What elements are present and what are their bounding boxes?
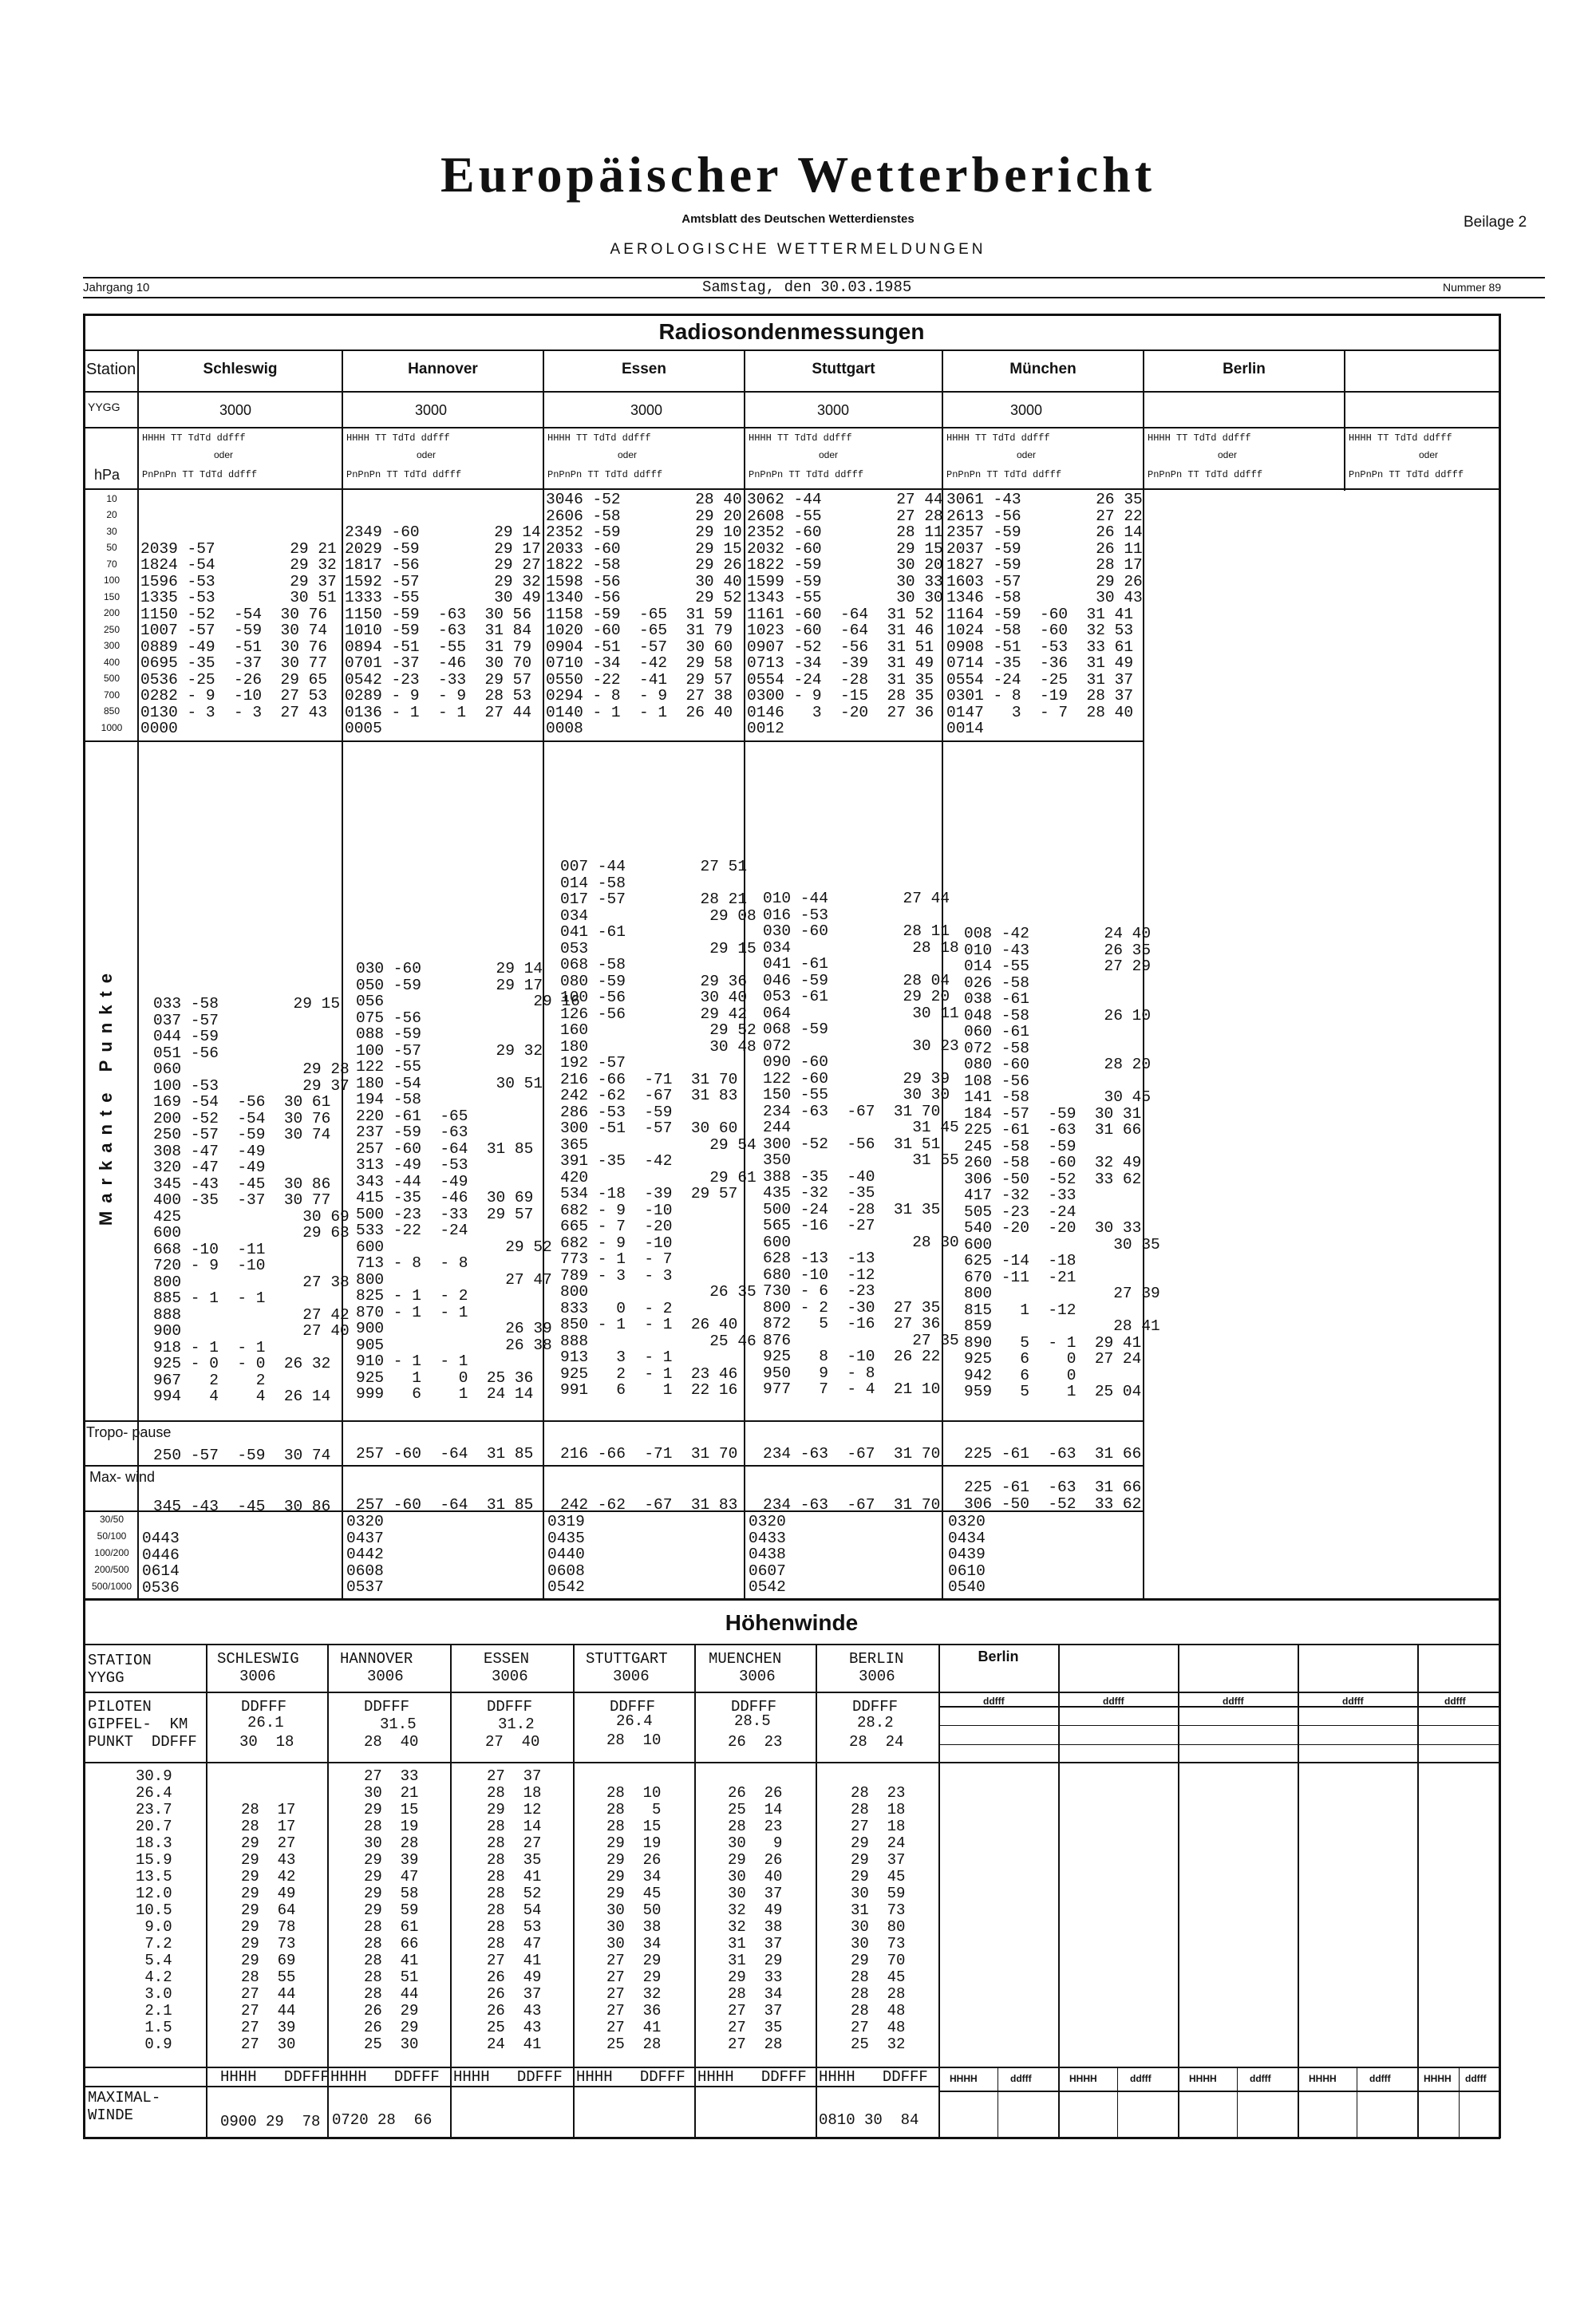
hw-gipfel-wind: 26 23 xyxy=(728,1733,783,1751)
hw-station-schleswig: SCHLESWIG xyxy=(217,1650,299,1668)
hw-yygg-hannover: 3006 xyxy=(367,1668,404,1685)
hw-gipfel: 26.1 xyxy=(247,1714,284,1731)
colhead-2-extra: PnPnPn TT TdTd ddfff xyxy=(1349,469,1464,480)
hw-max-ddfff: ddfff xyxy=(1130,2073,1152,2084)
hw-max-head: HHHH DDFFF xyxy=(819,2068,928,2086)
level: 400 xyxy=(103,657,120,668)
hw-gipfel-wind: 27 40 xyxy=(485,1733,540,1751)
hw-station-stuttgart: STUTTGART xyxy=(586,1650,668,1668)
colhead-oder-extra: oder xyxy=(1419,449,1439,460)
markante-punkte-label: Markante Punkte xyxy=(96,965,116,1226)
mark-muenchen: 008 -42 24 40 010 -43 26 35 014 -55 27 29 026 -58 038 -61 048 -58 26 10 060 -61 072 -58 080 -60 28 20 108 -56 141 -58 30 45 184 -57 -59 30 31 225 -61 -63 31 66 245 -58 -59 260 -58 -60 32 49 306 -50 -52 33 62 417 -32 -33 505 -23 -24 540 -20 -20 30 33 600 30 35 625 -14 -18 670 -11 -21 800 27 39 815 1 -12 859 28 41 890 5 - 1 29 41 925 6 0 27 24 942 6 0 959 5 1 25 04 xyxy=(964,925,1160,1400)
colhead-oder-stuttgart: oder xyxy=(819,449,839,460)
shear-label: 30/50 xyxy=(99,1514,124,1525)
yygg-label: YYGG xyxy=(88,401,120,413)
hw-max-head: HHHH DDFFF xyxy=(220,2068,330,2086)
hw-max-head: HHHH DDFFF xyxy=(453,2068,563,2086)
level: 100 xyxy=(103,575,120,586)
hw-yygg-stuttgart: 3006 xyxy=(613,1668,650,1685)
hw-empty-head: ddfff xyxy=(983,1696,1005,1707)
colhead-oder-berlin: oder xyxy=(1218,449,1238,460)
level: 250 xyxy=(103,624,120,635)
hw-gipfel: 26.4 xyxy=(616,1712,653,1730)
std-stuttgart: 3062 -44 27 44 2608 -55 27 28 2352 -60 28 11 2032 -60 29 15 1822 -59 30 20 1599 -59 30 33 1343 -55 30 30 1161 -60 -64 31 52 1023 -60 -64 31 46 0907 -52 -56 31 51 0713 -34 -39 31 49 0554 -24 -28 31 35 0300 - 9 -15 28 35 0146 3 -20 27 36 0012 xyxy=(747,491,943,737)
shear-muenchen: 0320 0434 0439 0610 0540 xyxy=(948,1513,986,1596)
hw-max-schleswig: 0900 29 78 xyxy=(220,2113,321,2130)
hw-berlin: 28 23 28 18 27 18 29 24 29 37 29 45 30 59 31 73 30 80 30 73 29 70 28 45 28 28 28 48 27 48 25 32 xyxy=(851,1784,906,2053)
hw-max-ddfff: ddfff xyxy=(1250,2073,1271,2084)
colhead-1-berlin: HHHH TT TdTd ddfff xyxy=(1148,432,1251,444)
tropopause-label: Tropo- pause xyxy=(86,1424,172,1440)
mark-schleswig: 033 -58 29 15 037 -57 044 -59 051 -56 060 29 28 100 -53 29 37 169 -54 -56 30 61 200 -52 -54 30 76 250 -57 -59 30 74 308 -47 -49 320 -47 -49 345 -43 -45 30 86 400 -35 -37 30 77 425 30 69 600 29 63 668 -10 -11 720 - 9 -10 800 27 38 885 - 1 - 1 888 27 42 900 27 40 918 - 1 - 1 925 - 0 - 0 26 32 967 2 2 994 4 4 26 14 xyxy=(153,995,350,1405)
maxwind-label: Max- wind xyxy=(89,1469,156,1485)
colhead-1-hannover: HHHH TT TdTd ddfff xyxy=(346,432,450,444)
hw-station-berlin: BERLIN xyxy=(849,1650,904,1668)
hw-levels: 30.9 26.4 23.7 20.7 18.3 15.9 13.5 12.0 10.5 9.0 7.2 5.4 4.2 3.0 2.1 1.5 0.9 xyxy=(136,1767,172,2053)
yygg-stuttgart: 3000 xyxy=(817,402,850,418)
yygg-schleswig: 3000 xyxy=(219,402,252,418)
colhead-oder-essen: oder xyxy=(618,449,638,460)
maxwind-schleswig: 345 -43 -45 30 86 xyxy=(153,1498,331,1515)
hw-max-hhhh: HHHH xyxy=(1309,2073,1337,2084)
yygg-essen: 3000 xyxy=(630,402,663,418)
shear-schleswig: 0443 0446 0614 0536 xyxy=(142,1530,180,1597)
tropo-stuttgart: 234 -63 -67 31 70 xyxy=(763,1445,941,1463)
hw-max-hhhh: HHHH xyxy=(1189,2073,1217,2084)
hw-yygg-label: YYGG xyxy=(88,1669,124,1687)
level: 300 xyxy=(103,640,120,651)
station-hannover: Hannover xyxy=(408,361,478,377)
hw-max-hhhh: HHHH xyxy=(950,2073,978,2084)
maxwind-muenchen: 225 -61 -63 31 66 306 -50 -52 33 62 xyxy=(964,1479,1142,1513)
level: 10 xyxy=(106,493,117,504)
yygg-hannover: 3000 xyxy=(415,402,448,418)
issue-number: Nummer 89 xyxy=(1443,281,1502,294)
colhead-2-stuttgart: PnPnPn TT TdTd ddfff xyxy=(749,469,864,480)
hw-gipfel: 28.2 xyxy=(857,1714,894,1731)
hw-muenchen: 26 26 25 14 28 23 30 9 29 26 30 40 30 37 32 49 32 38 31 37 31 29 29 33 28 34 27 37 27 35 27 28 xyxy=(728,1784,783,2053)
hw-max-head: HHHH DDFFF xyxy=(697,2068,807,2086)
issue-date: Samstag, den 30.03.1985 xyxy=(702,278,912,296)
std-hannover: 2349 -60 29 14 2029 -59 29 17 1817 -56 29 27 1592 -57 29 32 1333 -55 30 49 1150 -59 -63 30 56 1010 -59 -63 31 84 0894 -51 -55 31 79 0701 -37 -46 30 70 0542 -23 -33 29 57 0289 - 9 - 9 28 53 0136 - 1 - 1 27 44 0005 xyxy=(345,523,541,737)
hw-ddfff-label: DDFFF xyxy=(487,1698,533,1716)
hw-max-ddfff: ddfff xyxy=(1010,2073,1032,2084)
colhead-2-schleswig: PnPnPn TT TdTd ddfff xyxy=(142,469,258,480)
hw-max-hannover: 0720 28 66 xyxy=(332,2111,433,2129)
std-essen: 3046 -52 28 40 2606 -58 29 20 2352 -59 29 10 2033 -60 29 15 1822 -58 29 26 1598 -56 30 40 1340 -56 29 52 1158 -59 -65 31 59 1020 -60 -65 31 79 0904 -51 -57 30 60 0710 -34 -42 29 58 0550 -22 -41 29 57 0294 - 8 - 9 27 38 0140 - 1 - 1 26 40 0008 xyxy=(546,491,742,737)
section-line: AEROLOGISCHE WETTERMELDUNGEN xyxy=(610,241,986,258)
header-rule-bottom xyxy=(83,297,1545,298)
level: 50 xyxy=(106,542,117,553)
hw-gipfel: 31.5 xyxy=(380,1716,417,1733)
colhead-1-muenchen: HHHH TT TdTd ddfff xyxy=(946,432,1050,444)
level: 30 xyxy=(106,526,117,537)
hoehenwinde-title: Höhenwinde xyxy=(725,1610,859,1635)
hw-station-muenchen: MUENCHEN xyxy=(709,1650,782,1668)
hw-station-label: STATION xyxy=(88,1652,152,1669)
level: 1000 xyxy=(101,722,123,733)
hw-yygg-muenchen: 3006 xyxy=(739,1668,776,1685)
shear-label: 200/500 xyxy=(94,1564,129,1575)
hw-max-ddfff: ddfff xyxy=(1465,2073,1487,2084)
station-muenchen: München xyxy=(1009,361,1077,377)
colhead-2-hannover: PnPnPn TT TdTd ddfff xyxy=(346,469,462,480)
hw-station-essen: ESSEN xyxy=(484,1650,530,1668)
level: 70 xyxy=(106,559,117,570)
hw-ddfff-label: DDFFF xyxy=(364,1698,410,1716)
hw-berlin-extra: Berlin xyxy=(978,1649,1019,1664)
tropo-essen: 216 -66 -71 31 70 xyxy=(560,1445,738,1463)
hw-empty-head: ddfff xyxy=(1342,1696,1364,1707)
yygg-muenchen: 3000 xyxy=(1010,402,1043,418)
station-essen: Essen xyxy=(622,361,666,377)
level: 200 xyxy=(103,607,120,618)
hw-max-hhhh: HHHH xyxy=(1424,2073,1452,2084)
beilage-label: Beilage 2 xyxy=(1464,214,1527,231)
colhead-1-stuttgart: HHHH TT TdTd ddfff xyxy=(749,432,852,444)
colhead-oder-schleswig: oder xyxy=(214,449,234,460)
hw-empty-head: ddfff xyxy=(1103,1696,1124,1707)
hw-gipfel-wind: 28 10 xyxy=(606,1731,662,1749)
shear-label: 50/100 xyxy=(97,1530,127,1542)
colhead-oder-hannover: oder xyxy=(417,449,437,460)
shear-hannover: 0320 0437 0442 0608 0537 xyxy=(346,1513,384,1596)
level: 850 xyxy=(103,705,120,717)
hw-gipfel-wind: 28 24 xyxy=(849,1733,904,1751)
hw-max-ddfff: ddfff xyxy=(1369,2073,1391,2084)
colhead-2-muenchen: PnPnPn TT TdTd ddfff xyxy=(946,469,1062,480)
mark-stuttgart: 010 -44 27 44 016 -53 030 -60 28 11 034 28 18 041 -61 046 -59 28 04 053 -61 29 20 064 30 11 068 -59 072 30 23 090 -60 122 -60 29 39 150 -55 30 30 234 -63 -67 31 70 244 31 45 300 -52 -56 31 51 350 31 55 388 -35 -40 435 -32 -35 500 -24 -28 31 35 565 -16 -27 600 28 30 628 -13 -13 680 -10 -12 730 - 6 -23 800 - 2 -30 27 35 872 5 -16 27 36 876 27 35 925 8 -10 26 22 950 9 - 8 977 7 - 4 21 10 xyxy=(763,890,959,1398)
colhead-2-essen: PnPnPn TT TdTd ddfff xyxy=(547,469,663,480)
hw-essen: 27 37 28 18 29 12 28 14 28 27 28 35 28 41 28 52 28 54 28 53 28 47 27 41 26 49 26 37 26 43 25 43 24 41 xyxy=(487,1767,542,2053)
hw-yygg-essen: 3006 xyxy=(492,1668,528,1685)
mark-hannover: 030 -60 29 14 050 -59 29 17 056 29 16 075 -56 088 -59 100 -57 29 32 122 -55 180 -54 30 51 194 -58 220 -61 -65 237 -59 -63 257 -60 -64 31 85 313 -49 -53 343 -44 -49 415 -35 -46 30 69 500 -23 -33 29 57 533 -22 -24 600 29 52 713 - 8 - 8 800 27 47 825 - 1 - 2 870 - 1 - 1 900 26 39 905 26 38 910 - 1 - 1 925 1 0 25 36 999 6 1 24 14 xyxy=(356,960,580,1403)
hw-max-hhhh: HHHH xyxy=(1069,2073,1097,2084)
station-berlin: Berlin xyxy=(1223,361,1266,377)
hpa-label: hPa xyxy=(94,467,120,483)
page-title: Europäischer Wetterbericht xyxy=(440,146,1156,203)
colhead-1-schleswig: HHHH TT TdTd ddfff xyxy=(142,432,246,444)
hw-gipfel-wind: 30 18 xyxy=(239,1733,294,1751)
maxwind-hannover: 257 -60 -64 31 85 xyxy=(356,1496,534,1514)
jahrgang: Jahrgang 10 xyxy=(83,281,150,294)
shear-label: 100/200 xyxy=(94,1547,129,1558)
hw-max-head: HHHH DDFFF xyxy=(576,2068,685,2086)
hw-empty-head: ddfff xyxy=(1444,1696,1466,1707)
colhead-1-essen: HHHH TT TdTd ddfff xyxy=(547,432,651,444)
maxwind-stuttgart: 234 -63 -67 31 70 xyxy=(763,1496,941,1514)
colhead-oder-muenchen: oder xyxy=(1017,449,1037,460)
hw-ddfff-label: DDFFF xyxy=(852,1698,899,1716)
tropo-schleswig: 250 -57 -59 30 74 xyxy=(153,1447,331,1464)
hw-gipfel: 31.2 xyxy=(498,1716,535,1733)
mark-essen: 007 -44 27 51 014 -58 017 -57 28 21 034 29 08 041 -61 053 29 15 068 -58 080 -59 29 36 100 -56 30 40 126 -56 29 42 160 29 52 180 30 48 192 -57 216 -66 -71 31 70 242 -62 -67 31 83 286 -53 -59 300 -51 -57 30 60 365 29 54 391 -35 -42 420 29 61 534 -18 -39 29 57 682 - 9 -10 665 - 7 -20 682 - 9 -10 773 - 1 - 7 789 - 3 - 3 800 26 35 833 0 - 2 850 - 1 - 1 26 40 888 25 46 913 3 - 1 925 2 - 1 23 46 991 6 1 22 16 xyxy=(560,858,757,1399)
tropo-muenchen: 225 -61 -63 31 66 xyxy=(964,1445,1142,1463)
hw-yygg-berlin: 3006 xyxy=(859,1668,895,1685)
maxwind-essen: 242 -62 -67 31 83 xyxy=(560,1496,738,1514)
station-schleswig: Schleswig xyxy=(203,361,278,377)
hw-ddfff-label: DDFFF xyxy=(610,1698,656,1716)
shear-essen: 0319 0435 0440 0608 0542 xyxy=(547,1513,585,1596)
station-label: Station xyxy=(86,361,136,378)
colhead-1-extra: HHHH TT TdTd ddfff xyxy=(1349,432,1452,444)
std-schleswig: 2039 -57 29 21 1824 -54 29 32 1596 -53 29 37 1335 -53 30 51 1150 -52 -54 30 76 1007 -57 -59 30 74 0889 -49 -51 30 76 0695 -35 -37 30 77 0536 -25 -26 29 65 0282 - 9 -10 27 53 0130 - 3 - 3 27 43 0000 xyxy=(140,539,337,737)
hw-station-hannover: HANNOVER xyxy=(340,1650,413,1668)
hw-maximal-label: MAXIMAL- WINDE xyxy=(88,2089,161,2124)
hw-empty-head: ddfff xyxy=(1223,1696,1244,1707)
shear-stuttgart: 0320 0433 0438 0607 0542 xyxy=(749,1513,786,1596)
hw-max-head: HHHH DDFFF xyxy=(330,2068,440,2086)
shear-label: 500/1000 xyxy=(91,1581,132,1592)
level: 150 xyxy=(103,591,120,602)
level: 20 xyxy=(106,509,117,520)
hw-stuttgart: 28 10 28 5 28 15 29 19 29 26 29 34 29 45 30 50 30 38 30 34 27 29 27 29 27 32 27 36 27 41 25 28 xyxy=(606,1784,662,2053)
hw-yygg-schleswig: 3006 xyxy=(239,1668,276,1685)
station-stuttgart: Stuttgart xyxy=(812,361,875,377)
radiosonde-title: Radiosondenmessungen xyxy=(658,319,925,344)
tropo-hannover: 257 -60 -64 31 85 xyxy=(356,1445,534,1463)
hw-gipfel-wind: 28 40 xyxy=(364,1733,419,1751)
level: 700 xyxy=(103,689,120,701)
page-subtitle: Amtsblatt des Deutschen Wetterdienstes xyxy=(681,212,915,226)
level: 500 xyxy=(103,673,120,684)
hw-ddfff-label: DDFFF xyxy=(241,1698,287,1716)
std-muenchen: 3061 -43 26 35 2613 -56 27 22 2357 -59 26 14 2037 -59 26 11 1827 -59 28 17 1603 -57 29 26 1346 -58 30 43 1164 -59 -60 31 41 1024 -58 -60 32 53 0908 -51 -53 33 61 0714 -35 -36 31 49 0554 -24 -25 31 37 0301 - 8 -19 28 37 0147 3 - 7 28 40 0014 xyxy=(946,491,1143,737)
hw-hannover: 27 33 30 21 29 15 28 19 30 28 29 39 29 47 29 58 29 59 28 61 28 66 28 41 28 51 28 44 26 29 26 29 25 30 xyxy=(364,1767,419,2053)
hw-gipfel: 28.5 xyxy=(734,1712,771,1730)
colhead-2-berlin: PnPnPn TT TdTd ddfff xyxy=(1148,469,1263,480)
hw-piloten-label: PILOTEN GIPFEL- KM PUNKT DDFFF xyxy=(88,1698,197,1751)
hw-max-berlin: 0810 30 84 xyxy=(819,2111,919,2129)
hw-schleswig: 28 17 28 17 29 27 29 43 29 42 29 49 29 64 29 78 29 73 29 69 28 55 27 44 27 44 27 39 27 30 xyxy=(241,1801,296,2053)
hw-ddfff-label: DDFFF xyxy=(731,1698,777,1716)
